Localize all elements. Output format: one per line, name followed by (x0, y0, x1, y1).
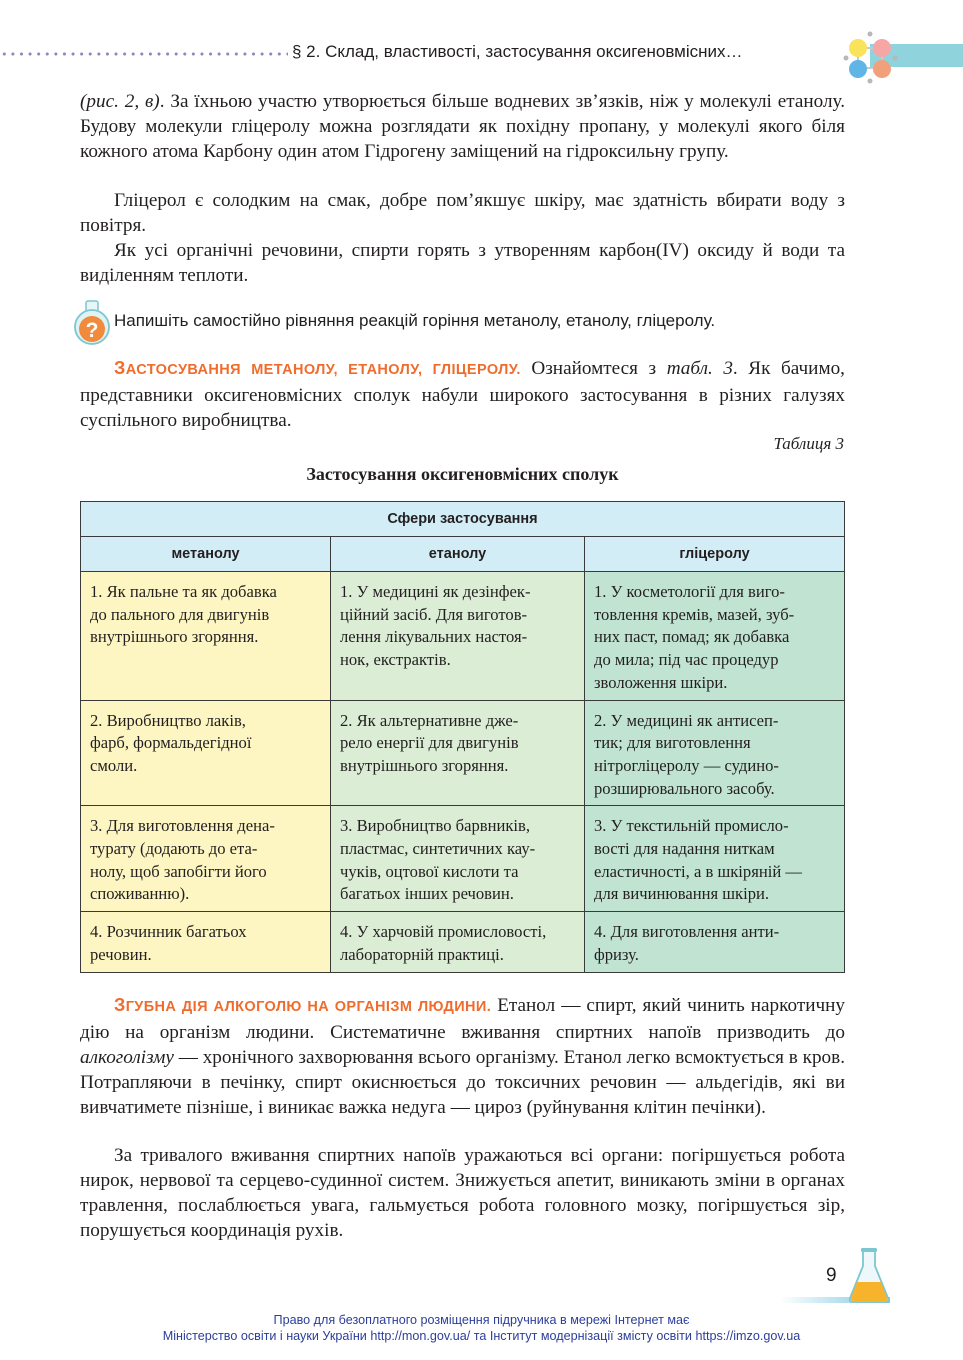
paragraph-text: . За їхньою участю утворюється більше водневих зв’язків, ніж у молекулі етанолу. Будову молекули гліцеролу можна розглядати як похідну пропану, у молекулі якого біля кожного атома Карбону один атом Гідрогену заміщений на гідроксильну групу. (80, 91, 846, 162)
table-cell-methanol (81, 806, 331, 912)
cell-text-line: 2. Виробництво лаків, (90, 710, 246, 730)
cell-text-line: чуків, оцтової кислоти та (340, 861, 519, 881)
cell-text-line: 1. Як пальне та як добавка (90, 582, 277, 601)
cell-text-line: вості для надання ниткам (594, 839, 775, 859)
table-cell-glycerol (585, 572, 845, 701)
page-number: 9 (826, 1265, 837, 1286)
cell-text-line: 1. У косметології для виго- (594, 582, 785, 601)
paragraph-alcohol-harm (80, 993, 845, 1120)
table-super-header: Сфери застосування (81, 502, 845, 537)
alcoholism-term: алкоголізму (80, 1047, 174, 1068)
paragraph-combustion: Як усі органічні речовини, спирти горять з утворенням карбон(IV) оксиду й води та виділенням теплоти. (80, 240, 845, 286)
footer-license-line-1: Право для безоплатного розміщення підручника в мережі Інтернет має (273, 1313, 690, 1327)
cell-text-line: для вичинювання шкіри. (594, 884, 770, 904)
applications-table (80, 501, 845, 973)
cell-text-line: пластмас, синтетичних кау- (340, 839, 536, 859)
table-cell-ethanol (331, 700, 585, 806)
cell-text-line: рело енергії для двигунів (340, 733, 519, 753)
table-cell-ethanol (331, 806, 585, 912)
flask-icon (848, 1248, 890, 1304)
table-reference: табл. 3 (666, 358, 733, 379)
header-dotted-line (0, 52, 288, 56)
table-cell-methanol (81, 912, 331, 972)
harm-text-b: — хронічного захворювання всього організму. Етанол легко всмоктується в кров. Потрапляючи в печінку, спирт окиснюється до токсичних речовин — альдегідів, які ви вивчатимете пізніше, і виникає важка недуга — цироз (руйнування клітин печінки). (80, 1047, 845, 1118)
table-row (81, 912, 845, 972)
cell-text-line: 1. У медицині як дезінфек- (340, 582, 531, 601)
table-number: Таблиця 3 (773, 434, 844, 453)
table-title: Застосування оксигеновмісних сполук (306, 464, 619, 484)
cell-text-line: 4. Розчинник багатьох (90, 922, 247, 942)
cell-text-line: фризу. (594, 944, 639, 964)
paragraph-glycerol-structure (80, 89, 845, 164)
svg-text:?: ? (85, 319, 99, 342)
footer-license-line-2: Міністерство освіти і науки України http://mon.gov.ua/ та Інститут модернізації змісту освіти https://imzo.gov.ua (162, 1329, 801, 1343)
column-header-methanol: метанолу (81, 537, 331, 572)
cell-text-line: речовин. (90, 944, 152, 964)
running-header-title: § 2. Склад, властивості, застосування оксигеновмісних… (292, 42, 743, 61)
cell-text-line: тик; для виготовлення (594, 733, 751, 753)
table-cell-ethanol (331, 912, 585, 972)
column-header-ethanol: етанолу (331, 537, 585, 572)
cell-text-line: нок, екстрактів. (340, 650, 451, 670)
paragraph-uses-intro (80, 356, 845, 433)
table-cell-methanol (81, 572, 331, 701)
cell-text-line: до пального для двигунів (90, 604, 270, 624)
table-row (81, 700, 845, 806)
cell-text-line: фарб, формальдегідної (90, 733, 252, 753)
cell-text-line: лабораторній практиці. (340, 944, 504, 964)
cell-text-line: внутрішнього згоряння. (90, 627, 259, 647)
heading-initial: З (114, 995, 126, 1015)
cell-text-line: турату (додають до ета- (90, 839, 258, 859)
cell-text-line: лення лікувальних настоя- (340, 627, 528, 647)
cell-text-line: 3. Для виготовлення дена- (90, 816, 275, 836)
uses-text-b: . Як бачимо, представники оксигеновмісних сполук набули широкого застосування в різних галузях суспільного виробництва. (80, 358, 845, 431)
table-cell-glycerol (585, 912, 845, 972)
table-cell-methanol (81, 700, 331, 806)
cell-text-line: зволоження шкіри. (594, 672, 728, 692)
column-header-glycerol: гліцеролу (585, 537, 845, 572)
cell-text-line: нолу, щоб запобігти його (90, 861, 267, 881)
table-cell-glycerol (585, 700, 845, 806)
uses-text-a: Ознайомтеся з (531, 358, 657, 379)
section-heading-harm (114, 995, 492, 1015)
section-heading-uses (114, 358, 521, 378)
cell-text-line: 4. Для виготовлення анти- (594, 922, 780, 942)
heading-initial: З (114, 358, 126, 378)
cell-text-line: внутрішнього згоряння. (340, 755, 509, 775)
heading-rest: АСТОСУВАННЯ МЕТАНОЛУ, ЕТАНОЛУ, ГЛІЦЕРОЛУ. (125, 362, 521, 378)
cell-text-line: споживанню). (90, 884, 190, 904)
cell-text-line: 3. У текстильній промисло- (594, 816, 789, 836)
table-cell-ethanol (331, 572, 585, 701)
cell-text-line: розширювального засобу. (594, 778, 775, 798)
question-flask-icon (72, 300, 112, 346)
cell-text-line: товлення кремів, мазей, зуб- (594, 604, 795, 624)
paragraph-long-term-effects: За тривалого вживання спиртних напоїв уражаються всі органи: погіршується робота нирок, нервової та серцево-судинної систем. Знижується апетит, виникають зміни в органах травлення, послаблюється увага, гальмується робота головного мозку, погіршується зір, порушується координація рухів. (80, 1145, 845, 1241)
cell-text-line: до мила; під час процедур (594, 650, 779, 670)
cell-text-line: 4. У харчовій промисловості, (340, 922, 547, 942)
table-body (81, 572, 845, 973)
molecule-icon (840, 26, 902, 84)
cell-text-line: нітрогліцеролу — судино- (594, 755, 779, 775)
paragraph-glycerol-properties: Гліцерол є солодким на смак, добре пом’якшує шкіру, має здатність вбирати воду з повітря. (80, 190, 845, 236)
table-row (81, 572, 845, 701)
table-cell-glycerol (585, 806, 845, 912)
heading-rest: ГУБНА ДІЯ АЛКОГОЛЮ НА ОРГАНІЗМ ЛЮДИНИ. (125, 999, 492, 1015)
cell-text-line: 2. У медицині як антисеп- (594, 710, 779, 730)
cell-text-line: 3. Виробництво барвників, (340, 816, 530, 836)
cell-text-line: смоли. (90, 755, 138, 775)
harm-text-a: Етанол — спирт, який чинить наркотичну дію на організм людини. Систематичне вживання спиртних напоїв призводить до (80, 995, 846, 1043)
cell-text-line: еластичності, а в шкіряній — (594, 861, 802, 881)
table-row (81, 806, 845, 912)
cell-text-line: багатьох інших речовин. (340, 884, 514, 904)
task-instruction: Напишіть самостійно рівняння реакцій горіння метанолу, етанолу, гліцеролу. (114, 311, 716, 330)
cell-text-line: 2. Як альтернативне дже- (340, 710, 519, 730)
cell-text-line: них паст, помад; як добавка (594, 627, 790, 647)
figure-reference: (рис. 2, в) (80, 91, 160, 112)
cell-text-line: ційний засіб. Для виготов- (340, 604, 528, 624)
